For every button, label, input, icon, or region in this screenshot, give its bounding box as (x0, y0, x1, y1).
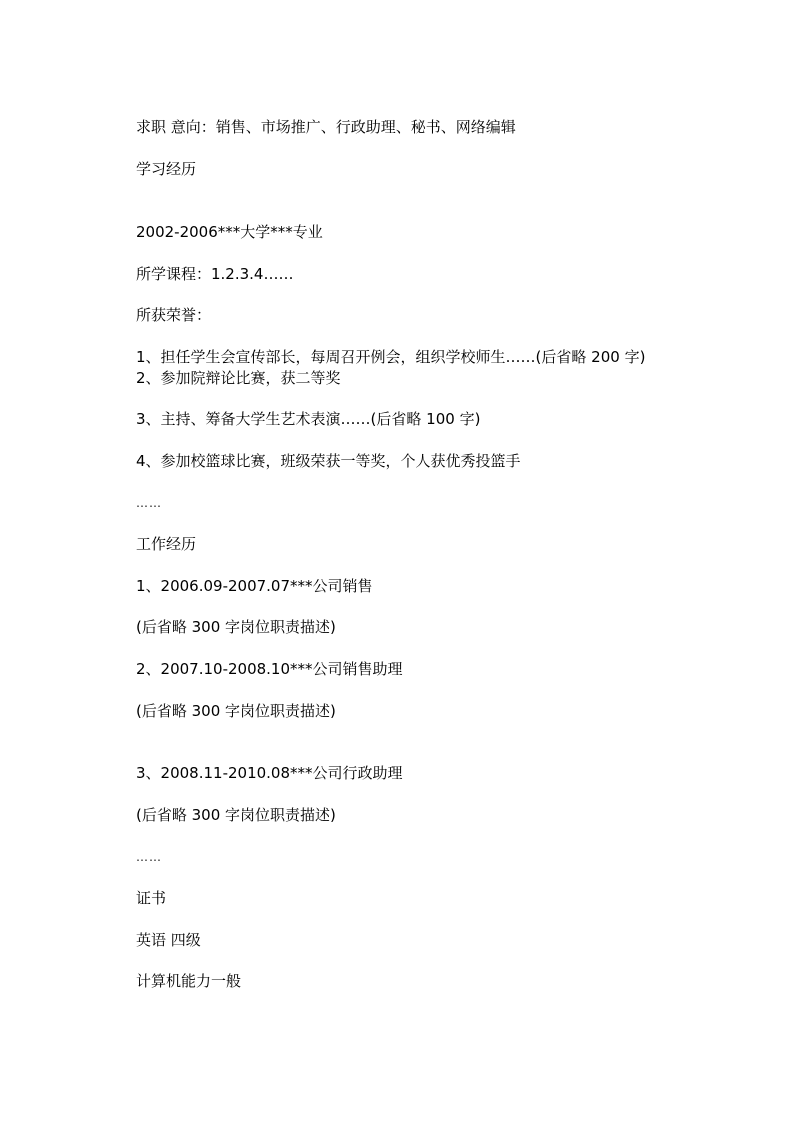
work-heading: 工作经历 (136, 535, 197, 553)
job-desc-2: (后省略 300 字岗位职责描述) (136, 702, 336, 720)
honor-item-2: 2、参加院辩论比赛，获二等奖 (136, 369, 341, 387)
job-title-1: 1、2006.09-2007.07***公司销售 (136, 577, 373, 595)
education-courses: 所学课程：1.2.3.4…… (136, 265, 294, 283)
job-desc-1: (后省略 300 字岗位职责描述) (136, 618, 336, 636)
certificate-item-1: 英语 四级 (136, 931, 201, 949)
honor-item-1: 1、担任学生会宣传部长，每周召开例会，组织学校师生……(后省略 200 字) (136, 348, 646, 366)
education-heading: 学习经历 (136, 160, 197, 178)
job-desc-3: (后省略 300 字岗位职责描述) (136, 806, 336, 824)
certificate-item-2: 计算机能力一般 (136, 972, 242, 990)
education-period: 2002-2006***大学***专业 (136, 223, 323, 241)
honors-label: 所获荣誉： (136, 306, 212, 324)
honor-item-3: 3、主持、筹备大学生艺术表演……(后省略 100 字) (136, 410, 481, 428)
job-title-3: 3、2008.11-2010.08***公司行政助理 (136, 764, 403, 782)
certificates-heading: 证书 (136, 889, 167, 907)
job-objective: 求职 意向：销售、市场推广、行政助理、秘书、网络编辑 (136, 118, 516, 136)
honor-item-4: 4、参加校篮球比赛，班级荣获一等奖，个人获优秀投篮手 (136, 452, 521, 470)
work-more: …… (136, 850, 162, 864)
education-more: …… (136, 496, 162, 510)
job-title-2: 2、2007.10-2008.10***公司销售助理 (136, 660, 403, 678)
